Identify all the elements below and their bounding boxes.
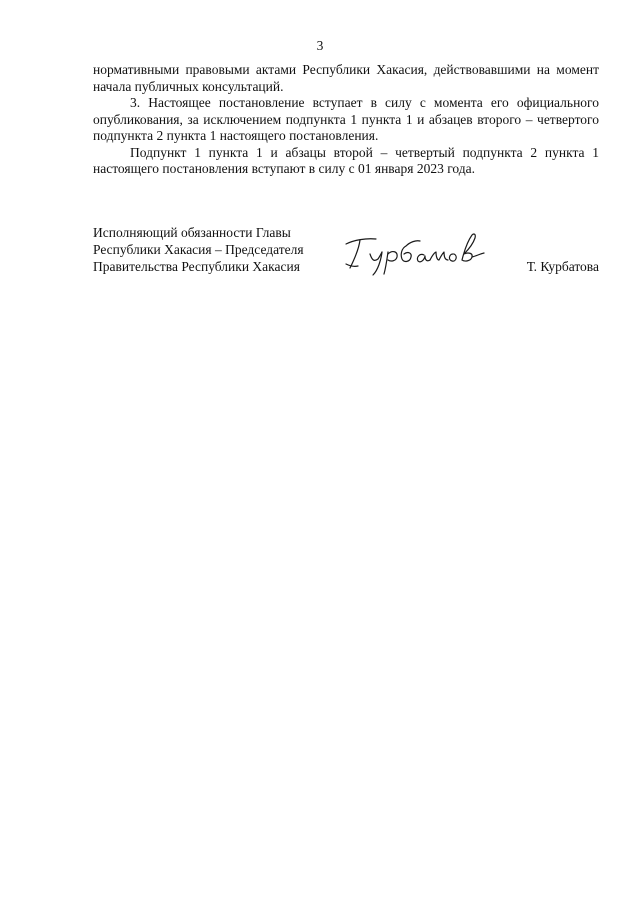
signer-name: Т. Курбатова [526, 259, 599, 274]
handwritten-signature [340, 226, 490, 278]
paragraph-item-3: 3. Настоящее постановление вступает в силу с момента его официального опубликования, за исключением подпункта 1 пункта 1 и абзацев второго – четвертого подпункта 2 пункта 1 настоящего постановления. [93, 95, 599, 143]
paragraph-continuation: нормативными правовыми актами Республики Хакасия, действовавшими на момент начала публичных консультаций. [93, 62, 599, 94]
paragraph-effective-date: Подпункт 1 пункта 1 и абзацы второй – четвертый подпункта 2 пункта 1 настоящего постановления вступают в силу с 01 января 2023 года. [93, 144, 599, 176]
signer-title-line: Республики Хакасия – Председателя [93, 242, 304, 257]
signature-block [93, 224, 599, 284]
page-number: 3 [316, 38, 324, 53]
signer-title-line: Правительства Республики Хакасия [93, 259, 300, 274]
document-body [93, 62, 599, 178]
signer-title-line: Исполняющий обязанности Главы [93, 225, 291, 240]
signer-title [93, 224, 333, 275]
